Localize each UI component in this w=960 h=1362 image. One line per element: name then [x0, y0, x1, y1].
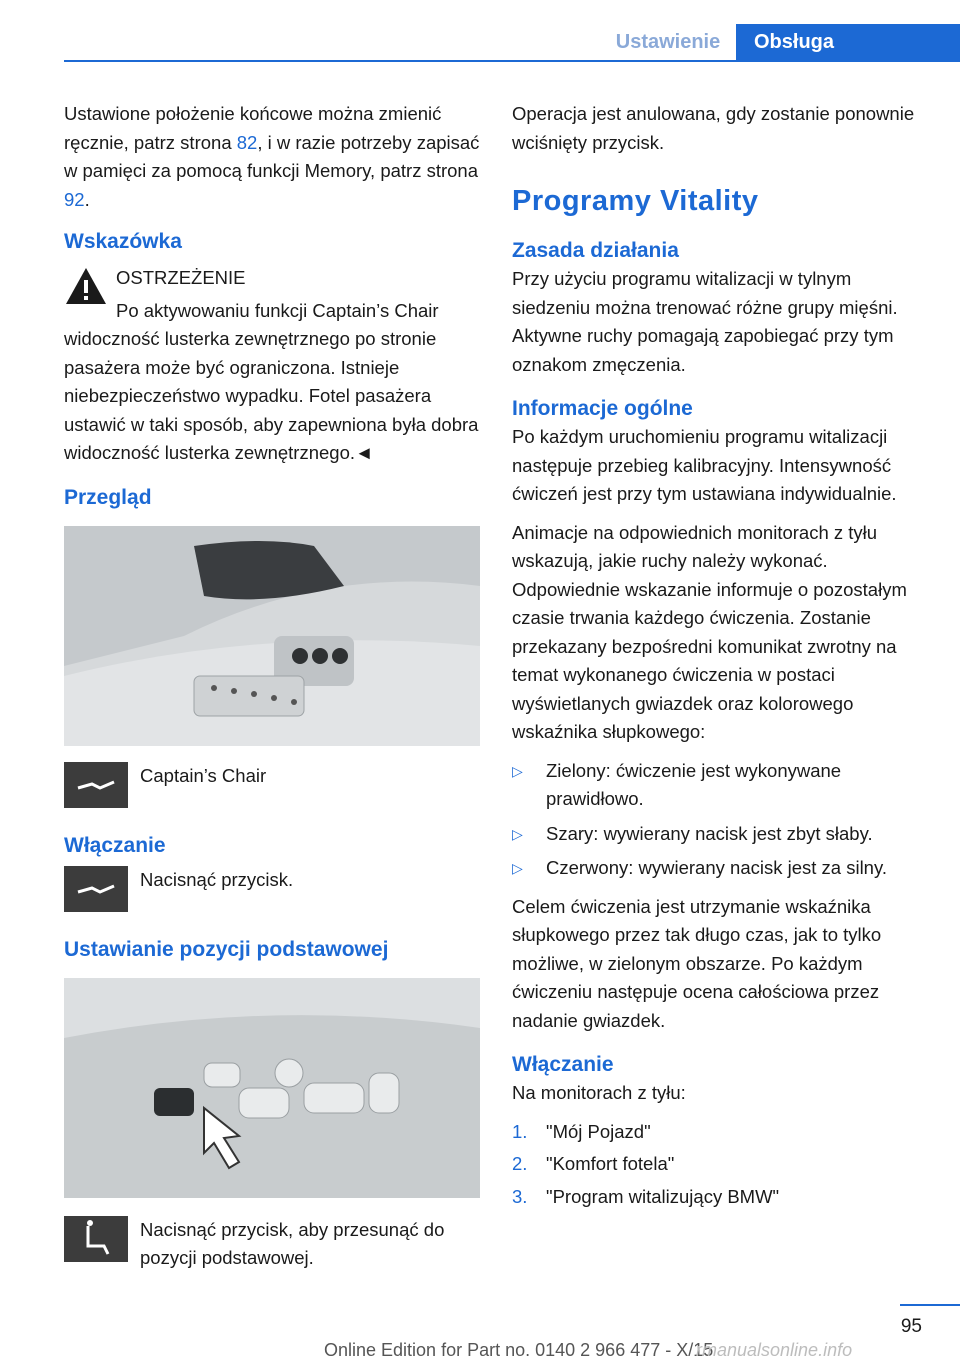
color-bullet-list	[512, 757, 928, 883]
list-item: 1. "Mój Pojazd"	[512, 1120, 651, 1142]
page-header	[0, 0, 960, 62]
seat-position-icon	[64, 1216, 128, 1262]
intro-text-2: , i w razie potrzeby zapisać w pamięci za pomocą funkcji Memory, patrz strona	[64, 131, 480, 181]
right-column	[512, 100, 928, 1215]
zasada-heading: Zasada działania	[512, 239, 679, 262]
footer-divider	[900, 1304, 960, 1306]
list-item: 3. "Program witalizujący BMW"	[512, 1185, 780, 1207]
list-item: ▷ Szary: wywierany nacisk jest zbyt słaby.	[512, 820, 928, 849]
steps-list	[512, 1118, 928, 1212]
move-position-row	[64, 1216, 482, 1268]
triangle-bullet-icon: ▷	[512, 860, 523, 876]
ustawianie-heading: Ustawianie pozycji podstawowej	[64, 937, 389, 961]
warning-text: Po aktywowaniu funkcji Captain’s Chair widoczność lusterka zewnętrznego po stronie pasażera może być ograniczona. Istnieje niebezpieczeństwo wypadku. Fotel pasażera ustawić w taki sposób, aby zapewniona była dobra widoczność lusterka zewnętrznego.◄	[64, 299, 479, 463]
intro-text-1: Ustawione położenie końcowe można zmienić ręcznie, patrz strona	[64, 103, 442, 153]
info-text-2: Animacje na odpowiednich monitorach z tyłu wskazują, jakie ruchy należy wykonać. Odpowiednie wskazanie informuje o pozostałym czasie trwania każdego ćwiczenia. Zostanie przekazany bezpośredni komunikat zwrotny na temat wykonanego ćwiczenia w postaci wyświetlanych gwiazdek oraz kolorowego wskaźnika słupkowego:	[512, 521, 907, 742]
press-button-row	[64, 866, 482, 912]
wlaczanie-heading-right: Włączanie	[512, 1053, 614, 1076]
edition-text: Online Edition for Part no. 0140 2 966 477 - X/15	[324, 1340, 714, 1360]
zasada-text: Przy użyciu programu witalizacji w tylnym siedzeniu można trenować różne grupy mięśni. Aktywne ruchy pomagają zapobiegać przy tym oznakom zmęczenia.	[512, 268, 898, 375]
tab-obsluga[interactable]: Obsługa	[736, 24, 960, 60]
door-panel-illustration	[64, 526, 480, 746]
door-panel-photo	[64, 526, 480, 746]
seat-controls-illustration	[64, 978, 480, 1198]
list-item: ▷ Zielony: ćwiczenie jest wykonywane prawidłowo.	[512, 757, 928, 814]
warning-title: OSTRZEŻENIE	[116, 267, 246, 288]
przeglad-heading: Przegląd	[64, 485, 152, 509]
header-divider	[64, 60, 960, 62]
triangle-bullet-icon: ▷	[512, 762, 523, 779]
page-link-82[interactable]: 82	[236, 131, 258, 153]
vitality-heading: Programy Vitality	[512, 185, 759, 217]
info-text-1: Po każdym uruchomieniu programu witalizacji następuje przebieg kalibracyjny. Intensywność ćwiczeń jest przy tym ustawiana indywidualnie.	[512, 426, 897, 504]
cancel-text: Operacja jest anulowana, gdy zostanie ponownie wciśnięty przycisk.	[512, 103, 915, 153]
press-button-text: Nacisnąć przycisk.	[140, 868, 294, 890]
captain-chair-label: Captain’s Chair	[140, 764, 267, 786]
seat-controls-photo	[64, 978, 480, 1198]
captain-chair-button-icon	[64, 762, 128, 808]
monitor-text: Na monitorach z tyłu:	[512, 1082, 686, 1103]
left-column	[64, 100, 482, 1268]
wskazowka-heading: Wskazówka	[64, 230, 182, 253]
tab-ustawienie[interactable]: Ustawienie	[615, 31, 721, 53]
move-position-text: Nacisnąć przycisk, aby przesunąć do pozycji podstawowej.	[140, 1218, 445, 1268]
warning-icon	[64, 266, 108, 306]
list-item: 2. "Komfort fotela"	[512, 1153, 675, 1174]
warning-block	[64, 264, 482, 468]
captain-chair-button-icon-2	[64, 866, 128, 912]
list-item: ▷ Czerwony: wywierany nacisk jest za silny.	[512, 854, 928, 883]
intro-text-3: .	[84, 188, 90, 210]
page-link-92[interactable]: 92	[64, 188, 85, 210]
captain-chair-row	[64, 762, 482, 808]
cel-text: Celem ćwiczenia jest utrzymanie wskaźnika słupkowego przez tak długo czas, jak to tylko możliwe, w zielonym obszarze. Po każdym ćwiczeniu następuje ocena całościowa przez nadanie gwiazdek.	[512, 895, 882, 1031]
intro-paragraph	[64, 100, 482, 214]
watermark: rmanualsonline.info	[696, 1340, 853, 1360]
info-heading: Informacje ogólne	[512, 397, 693, 420]
triangle-bullet-icon: ▷	[512, 825, 523, 842]
page-number: 95	[900, 1316, 922, 1337]
wlaczanie-heading-left: Włączanie	[64, 833, 166, 857]
